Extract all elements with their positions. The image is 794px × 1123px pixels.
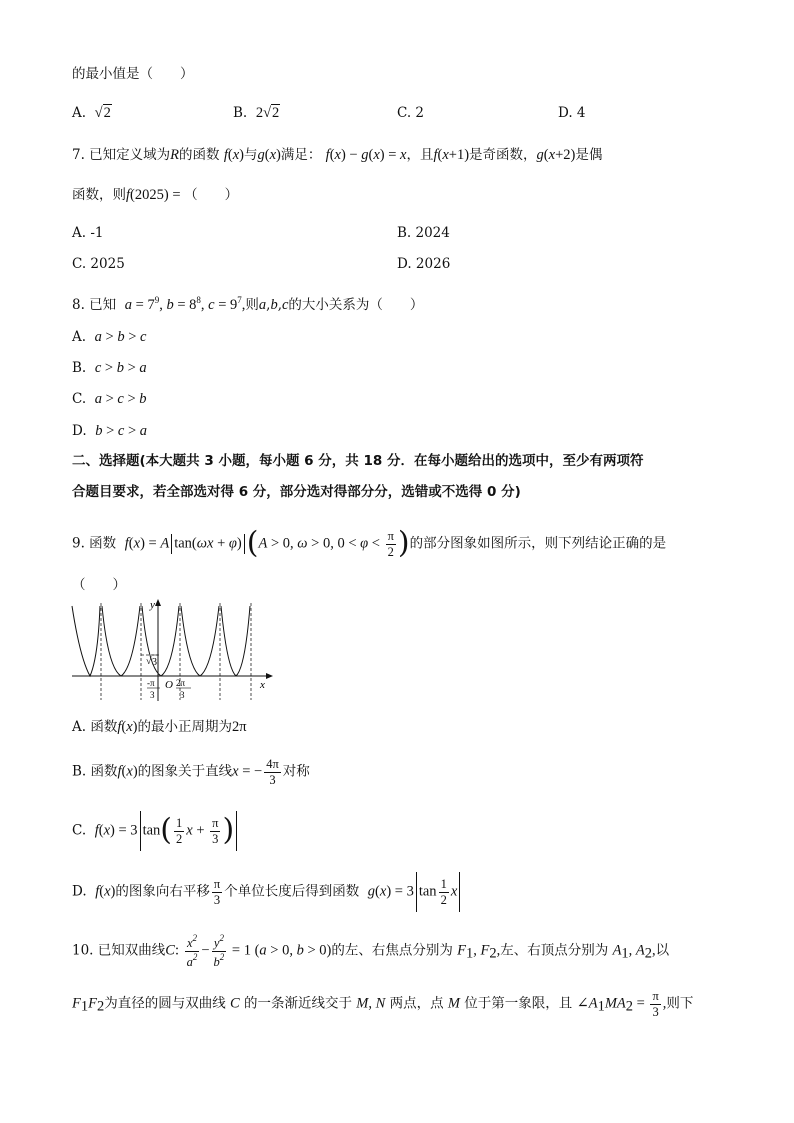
q9-function-graph [70, 598, 275, 703]
section2-heading-line2: 合题目要求，若全部选对得 6 分，部分选对得部分分，选错或不选得 0 分) [72, 484, 521, 500]
graph-sqrt3-radical: √ [146, 656, 152, 667]
graph-neg-pi-3-den: 3 [150, 690, 155, 700]
q7-option-d: D. 2026 [397, 256, 451, 272]
q6-option-d: D. 4 [558, 105, 586, 121]
q10-stem-line2: $F_1F_2$为直径的圆与双曲线 C 的一条渐近线交于 M, N 两点，点 M 位于第一象限，且 $\angle A_1MA_2$ = $\frac{\pi}{3}$ ,则下 [72, 989, 694, 1019]
q9-answer-paren: （ ） [72, 577, 126, 593]
q6-tail-text: 的最小值是（ ） [72, 66, 194, 82]
q8-option-d: D. b > c > a [72, 423, 148, 439]
q8-option-c: C. a > c > b [72, 391, 147, 407]
q6-option-c: C. 2 [397, 105, 425, 121]
graph-origin-label: O [165, 679, 173, 691]
q6-option-b: B. 2√2 [233, 105, 280, 121]
q9-option-b: B. 函数f(x)的图象关于直线x = − $\frac{4\pi}{3}$ 对称 [72, 757, 310, 787]
q6-option-a: A. √2 [72, 105, 111, 121]
graph-sqrt3-label: 3 [152, 657, 157, 668]
q9-option-c: C. f(x) = 3 tan( $\frac{1}{2}$ x + $\frac{\pi}{3}$ ) [72, 811, 239, 851]
graph-y-label: y [150, 599, 155, 611]
q7-option-b: B. 2024 [397, 225, 450, 241]
q9-option-a: A. 函数f(x)的最小正周期为2π [72, 719, 247, 735]
graph-x-label: x [260, 679, 265, 691]
graph-2pi-3-num: 2π [176, 678, 186, 688]
q7-option-c: C. 2025 [72, 256, 125, 272]
q8-option-b: B. c > b > a [72, 360, 147, 376]
graph-neg-pi-3-num: -π [147, 678, 155, 688]
q10-stem-line1: 10. 已知双曲线C: $\frac{x^2}{a^2}$ − $\frac{y^2}{b^2}$ = 1 (a > 0, b > 0)的左、右焦点分别为 $F_1$, $F_2$,左、右顶点分别为 $A_1$, $A_2$,以 [72, 933, 670, 969]
q9-stem: 9. 函数 f(x) = A tan(ωx + φ) (A > 0, ω > 0, 0 < φ < $\frac{\pi}{2}$ )的部分图象如图所示，则下列结论正确的是 [72, 525, 667, 561]
q7-stem-line1: 7. 已知定义域为R的函数 f(x)与g(x)满足： f(x) − g(x) = x，且f(x+1)是奇函数，g(x+2)是偶 [72, 147, 603, 163]
q9-option-d: D. f(x)的图象向右平移 $\frac{\pi}{3}$ 个单位长度后得到函数 g(x) = 3 tan $\frac{1}{2}$ x [72, 872, 462, 912]
q8-stem: 8. 已知 $a = 7^9$, $b = 8^8$, $c = 9^7$,则a,b,c的大小关系为（ ） [72, 295, 424, 313]
q8-option-a: A. a > b > c [72, 329, 147, 345]
q7-stem-line2: 函数，则f(2025) = （ ） [72, 187, 239, 203]
section2-heading-line1: 二、选择题(本大题共 3 小题，每小题 6 分，共 18 分．在每小题给出的选项中，至少有两项符 [72, 453, 644, 469]
graph-2pi-3-den: 3 [180, 690, 185, 700]
q7-option-a: A. -1 [72, 225, 104, 241]
